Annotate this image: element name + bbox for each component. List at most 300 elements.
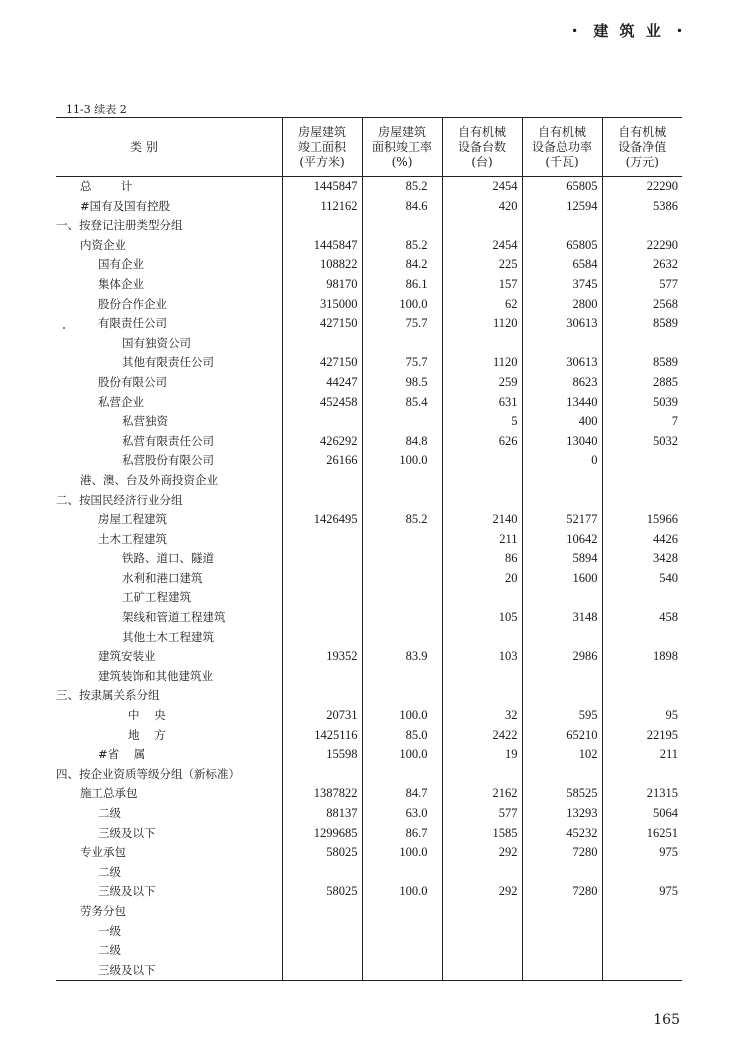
row-label: 私营独资 — [122, 414, 168, 429]
table-row — [56, 628, 682, 648]
value-cell: 2140 — [442, 510, 522, 530]
value-cell: 13440 — [522, 393, 602, 413]
row-label-cell — [56, 608, 282, 628]
value-cell — [282, 902, 362, 922]
value-cell — [282, 922, 362, 942]
value-cell: 20 — [442, 569, 522, 589]
row-label-cell — [56, 941, 282, 961]
value-cell — [282, 608, 362, 628]
value-cell: 108822 — [282, 255, 362, 275]
row-label-cell — [56, 275, 282, 295]
value-cell: 2162 — [442, 784, 522, 804]
value-cell — [602, 588, 682, 608]
row-label-cell — [56, 353, 282, 373]
table-row — [56, 197, 682, 217]
row-label-cell — [56, 843, 282, 863]
row-label-cell — [56, 236, 282, 256]
row-label-cell — [56, 647, 282, 667]
row-label: 港、澳、台及外商投资企业 — [80, 472, 218, 487]
value-cell — [442, 863, 522, 883]
value-cell: 15598 — [282, 745, 362, 765]
table-row — [56, 393, 682, 413]
table-row — [56, 334, 682, 354]
value-cell — [522, 471, 602, 491]
value-cell: 100.0 — [362, 843, 442, 863]
value-cell — [602, 961, 682, 981]
table-row — [56, 588, 682, 608]
value-cell: 32 — [442, 706, 522, 726]
value-cell — [282, 765, 362, 785]
table-row — [56, 510, 682, 530]
table-row — [56, 843, 682, 863]
value-cell — [282, 667, 362, 687]
row-label-cell — [56, 804, 282, 824]
value-cell: 75.7 — [362, 314, 442, 334]
value-cell — [602, 491, 682, 511]
value-cell: 6584 — [522, 255, 602, 275]
value-cell: 85.0 — [362, 726, 442, 746]
row-label: 私营有限责任公司 — [122, 433, 214, 448]
value-cell — [522, 765, 602, 785]
value-cell: 63.0 — [362, 804, 442, 824]
row-label-cell — [56, 510, 282, 530]
value-cell — [442, 334, 522, 354]
value-cell — [442, 941, 522, 961]
table-row — [56, 784, 682, 804]
value-cell: 5 — [442, 412, 522, 432]
value-cell — [522, 922, 602, 942]
value-cell — [522, 216, 602, 236]
statistics-table — [56, 117, 682, 981]
value-cell — [282, 549, 362, 569]
value-cell — [602, 334, 682, 354]
value-cell — [522, 628, 602, 648]
value-cell: 8589 — [602, 353, 682, 373]
table-row — [56, 863, 682, 883]
row-label: 建筑装饰和其他建筑业 — [98, 668, 213, 683]
value-cell: 452458 — [282, 393, 362, 413]
value-cell — [362, 941, 442, 961]
value-cell: 420 — [442, 197, 522, 217]
row-label: 地 方 — [128, 727, 166, 742]
value-cell: 211 — [602, 745, 682, 765]
value-cell — [442, 765, 522, 785]
row-label: 二、按国民经济行业分组 — [56, 492, 183, 507]
table-row — [56, 608, 682, 628]
table-row — [56, 373, 682, 393]
value-cell: 1120 — [442, 314, 522, 334]
row-label: 建筑安装业 — [98, 649, 156, 664]
row-label: 其他有限责任公司 — [122, 355, 214, 370]
row-label: 二级 — [98, 864, 121, 879]
value-cell: 62 — [442, 295, 522, 315]
row-label: 土木工程建筑 — [98, 531, 167, 546]
value-cell — [362, 334, 442, 354]
column-header-completed-area — [282, 118, 362, 177]
value-cell — [442, 628, 522, 648]
row-label-cell — [56, 197, 282, 217]
row-label: 集体企业 — [98, 276, 144, 291]
row-label: 专业承包 — [80, 845, 126, 860]
value-cell: 7280 — [522, 843, 602, 863]
value-cell: 86.7 — [362, 824, 442, 844]
value-cell — [362, 765, 442, 785]
table-row — [56, 432, 682, 452]
value-cell — [282, 530, 362, 550]
table-id: 11-3 续表 2 — [66, 103, 127, 116]
value-cell: 45232 — [522, 824, 602, 844]
column-header-label: 房屋建筑 面积竣工率 (%) — [371, 124, 432, 169]
row-label-cell — [56, 726, 282, 746]
value-cell: 8589 — [602, 314, 682, 334]
row-label: 国有企业 — [98, 257, 144, 272]
value-cell: 3148 — [522, 608, 602, 628]
value-cell — [282, 334, 362, 354]
row-label-cell — [56, 922, 282, 942]
table-row — [56, 922, 682, 942]
row-label: 劳务分包 — [80, 903, 126, 918]
row-label-cell — [56, 824, 282, 844]
value-cell — [362, 922, 442, 942]
value-cell: 22195 — [602, 726, 682, 746]
value-cell — [362, 686, 442, 706]
value-cell — [602, 686, 682, 706]
value-cell — [282, 941, 362, 961]
value-cell: 100.0 — [362, 706, 442, 726]
table-row — [56, 471, 682, 491]
value-cell — [362, 216, 442, 236]
value-cell — [362, 549, 442, 569]
row-label-cell — [56, 588, 282, 608]
row-label: 国有独资公司 — [122, 335, 191, 350]
column-header-equipment-count — [442, 118, 522, 177]
value-cell: 2568 — [602, 295, 682, 315]
table-row — [56, 706, 682, 726]
value-cell: 400 — [522, 412, 602, 432]
table-row — [56, 726, 682, 746]
row-label: 私营企业 — [98, 394, 144, 409]
row-label-cell — [56, 393, 282, 413]
value-cell: 100.0 — [362, 295, 442, 315]
value-cell: 292 — [442, 882, 522, 902]
value-cell: 100.0 — [362, 882, 442, 902]
value-cell — [362, 412, 442, 432]
value-cell: 975 — [602, 843, 682, 863]
value-cell: 65805 — [522, 236, 602, 256]
value-cell — [442, 686, 522, 706]
value-cell: 1898 — [602, 647, 682, 667]
table-row — [56, 314, 682, 334]
value-cell — [282, 628, 362, 648]
value-cell — [522, 667, 602, 687]
table-row — [56, 902, 682, 922]
value-cell: 85.4 — [362, 393, 442, 413]
value-cell: 75.7 — [362, 353, 442, 373]
row-label: 水利和港口建筑 — [122, 570, 203, 585]
table-row — [56, 236, 682, 256]
value-cell: 65210 — [522, 726, 602, 746]
row-label: 工矿工程建筑 — [122, 590, 191, 605]
column-header-equipment-power — [522, 118, 602, 177]
value-cell: 58525 — [522, 784, 602, 804]
value-cell: 16251 — [602, 824, 682, 844]
value-cell: 102 — [522, 745, 602, 765]
page-number: 165 — [653, 1012, 680, 1028]
row-label-cell — [56, 471, 282, 491]
value-cell — [602, 941, 682, 961]
row-label-cell — [56, 863, 282, 883]
row-label-cell — [56, 902, 282, 922]
value-cell: 426292 — [282, 432, 362, 452]
row-label: 一、按登记注册类型分组 — [56, 218, 183, 233]
value-cell — [602, 863, 682, 883]
value-cell: 2885 — [602, 373, 682, 393]
value-cell: 1445847 — [282, 177, 362, 197]
row-label: 铁路、道口、隧道 — [122, 551, 214, 566]
value-cell: 5894 — [522, 549, 602, 569]
row-label: 内资企业 — [80, 237, 126, 252]
row-label-cell — [56, 314, 282, 334]
value-cell — [602, 216, 682, 236]
table-row — [56, 961, 682, 981]
row-label-cell — [56, 549, 282, 569]
row-label-cell — [56, 295, 282, 315]
value-cell: 3745 — [522, 275, 602, 295]
value-cell — [602, 667, 682, 687]
value-cell — [602, 922, 682, 942]
row-label: 股份合作企业 — [98, 296, 167, 311]
row-label-cell — [56, 628, 282, 648]
value-cell — [282, 569, 362, 589]
value-cell: 315000 — [282, 295, 362, 315]
column-header-category: 类 别 — [56, 118, 282, 177]
table-row — [56, 177, 682, 197]
table-row — [56, 216, 682, 236]
value-cell — [362, 588, 442, 608]
row-label: #省 属 — [98, 747, 146, 762]
row-label: 二级 — [98, 943, 121, 958]
row-label-cell — [56, 334, 282, 354]
row-label: 施工总承包 — [80, 786, 138, 801]
value-cell — [522, 491, 602, 511]
value-cell: 211 — [442, 530, 522, 550]
value-cell — [602, 451, 682, 471]
table-row — [56, 549, 682, 569]
table-body — [56, 177, 682, 981]
value-cell: 2454 — [442, 177, 522, 197]
value-cell: 58025 — [282, 843, 362, 863]
value-cell: 1299685 — [282, 824, 362, 844]
value-cell — [602, 902, 682, 922]
value-cell — [442, 491, 522, 511]
value-cell: 7280 — [522, 882, 602, 902]
row-label-cell — [56, 432, 282, 452]
value-cell: 112162 — [282, 197, 362, 217]
value-cell: 2986 — [522, 647, 602, 667]
row-label-cell — [56, 667, 282, 687]
row-label: 三级及以下 — [98, 825, 156, 840]
row-label-cell — [56, 412, 282, 432]
value-cell — [362, 667, 442, 687]
value-cell: 2632 — [602, 255, 682, 275]
value-cell: 19 — [442, 745, 522, 765]
value-cell: 12594 — [522, 197, 602, 217]
value-cell: 98170 — [282, 275, 362, 295]
column-header-label: 自有机械 设备台数 (台) — [457, 124, 506, 169]
value-cell: 458 — [602, 608, 682, 628]
column-header-label: 自有机械 设备总功率 (千瓦) — [531, 124, 592, 169]
row-label: #国有及国有控股 — [80, 198, 171, 213]
table-row — [56, 275, 682, 295]
value-cell: 1585 — [442, 824, 522, 844]
value-cell: 577 — [602, 275, 682, 295]
value-cell: 13293 — [522, 804, 602, 824]
value-cell: 84.7 — [362, 784, 442, 804]
table-row — [56, 530, 682, 550]
value-cell: 2800 — [522, 295, 602, 315]
value-cell: 5039 — [602, 393, 682, 413]
value-cell: 13040 — [522, 432, 602, 452]
value-cell: 4426 — [602, 530, 682, 550]
value-cell: 626 — [442, 432, 522, 452]
value-cell: 427150 — [282, 353, 362, 373]
value-cell: 577 — [442, 804, 522, 824]
row-label-cell — [56, 255, 282, 275]
row-label-cell — [56, 216, 282, 236]
table-row — [56, 647, 682, 667]
value-cell: 259 — [442, 373, 522, 393]
row-label: 其他土木工程建筑 — [122, 629, 214, 644]
value-cell — [602, 628, 682, 648]
value-cell — [282, 588, 362, 608]
value-cell — [282, 216, 362, 236]
value-cell: 0 — [522, 451, 602, 471]
value-cell — [362, 608, 442, 628]
value-cell — [442, 961, 522, 981]
value-cell — [442, 471, 522, 491]
value-cell: 84.8 — [362, 432, 442, 452]
row-label: 三级及以下 — [98, 884, 156, 899]
value-cell — [442, 902, 522, 922]
value-cell: 22290 — [602, 177, 682, 197]
row-label: 房屋工程建筑 — [98, 512, 167, 527]
value-cell: 225 — [442, 255, 522, 275]
value-cell: 26166 — [282, 451, 362, 471]
row-label-cell — [56, 745, 282, 765]
value-cell: 1387822 — [282, 784, 362, 804]
value-cell: 105 — [442, 608, 522, 628]
row-label-cell — [56, 706, 282, 726]
value-cell: 85.2 — [362, 510, 442, 530]
table-row — [56, 667, 682, 687]
value-cell — [522, 902, 602, 922]
section-header: ・ 建 筑 业 ・ — [567, 22, 690, 40]
value-cell: 21315 — [602, 784, 682, 804]
row-label: 四、按企业资质等级分组（新标准） — [56, 766, 240, 781]
value-cell — [362, 569, 442, 589]
column-header-label: 自有机械 设备净值 (万元) — [618, 124, 667, 169]
value-cell — [282, 863, 362, 883]
row-label-cell — [56, 961, 282, 981]
header-row — [56, 118, 682, 177]
value-cell — [362, 471, 442, 491]
row-label: 中 央 — [128, 708, 166, 723]
column-header-label: 房屋建筑 竣工面积 (平方米) — [297, 124, 346, 169]
value-cell: 100.0 — [362, 451, 442, 471]
value-cell: 1600 — [522, 569, 602, 589]
value-cell — [362, 961, 442, 981]
value-cell: 58025 — [282, 882, 362, 902]
value-cell — [602, 765, 682, 785]
value-cell — [362, 863, 442, 883]
row-label: 私营股份有限公司 — [122, 453, 214, 468]
row-label: 架线和管道工程建筑 — [122, 610, 226, 625]
value-cell: 540 — [602, 569, 682, 589]
value-cell — [522, 686, 602, 706]
value-cell — [362, 628, 442, 648]
row-label-cell — [56, 491, 282, 511]
row-label: 二级 — [98, 806, 121, 820]
value-cell — [442, 667, 522, 687]
row-label-cell — [56, 177, 282, 197]
value-cell — [522, 941, 602, 961]
row-label-cell — [56, 784, 282, 804]
value-cell: 95 — [602, 706, 682, 726]
value-cell: 5032 — [602, 432, 682, 452]
value-cell — [362, 491, 442, 511]
value-cell: 100.0 — [362, 745, 442, 765]
value-cell: 8623 — [522, 373, 602, 393]
table-row — [56, 295, 682, 315]
value-cell: 2454 — [442, 236, 522, 256]
value-cell: 88137 — [282, 804, 362, 824]
value-cell: 3428 — [602, 549, 682, 569]
value-cell: 631 — [442, 393, 522, 413]
table-row — [56, 353, 682, 373]
value-cell — [282, 686, 362, 706]
table-row — [56, 412, 682, 432]
row-label: 有限责任公司 — [98, 316, 167, 331]
table-row — [56, 569, 682, 589]
value-cell: 595 — [522, 706, 602, 726]
column-header-completion-rate — [362, 118, 442, 177]
value-cell — [282, 412, 362, 432]
value-cell: 44247 — [282, 373, 362, 393]
value-cell — [522, 961, 602, 981]
column-header-equipment-value — [602, 118, 682, 177]
table-row — [56, 882, 682, 902]
value-cell: 10642 — [522, 530, 602, 550]
value-cell — [362, 530, 442, 550]
value-cell — [282, 961, 362, 981]
value-cell: 2422 — [442, 726, 522, 746]
value-cell: 30613 — [522, 314, 602, 334]
table-row — [56, 686, 682, 706]
row-label: 股份有限公司 — [98, 374, 167, 389]
value-cell: 85.2 — [362, 236, 442, 256]
table-row — [56, 491, 682, 511]
value-cell: 98.5 — [362, 373, 442, 393]
table-row — [56, 745, 682, 765]
table-row — [56, 255, 682, 275]
row-label: 三、按隶属关系分组 — [56, 688, 160, 703]
value-cell — [522, 588, 602, 608]
value-cell — [602, 471, 682, 491]
value-cell: 5064 — [602, 804, 682, 824]
value-cell — [522, 863, 602, 883]
value-cell — [282, 491, 362, 511]
value-cell: 1445847 — [282, 236, 362, 256]
